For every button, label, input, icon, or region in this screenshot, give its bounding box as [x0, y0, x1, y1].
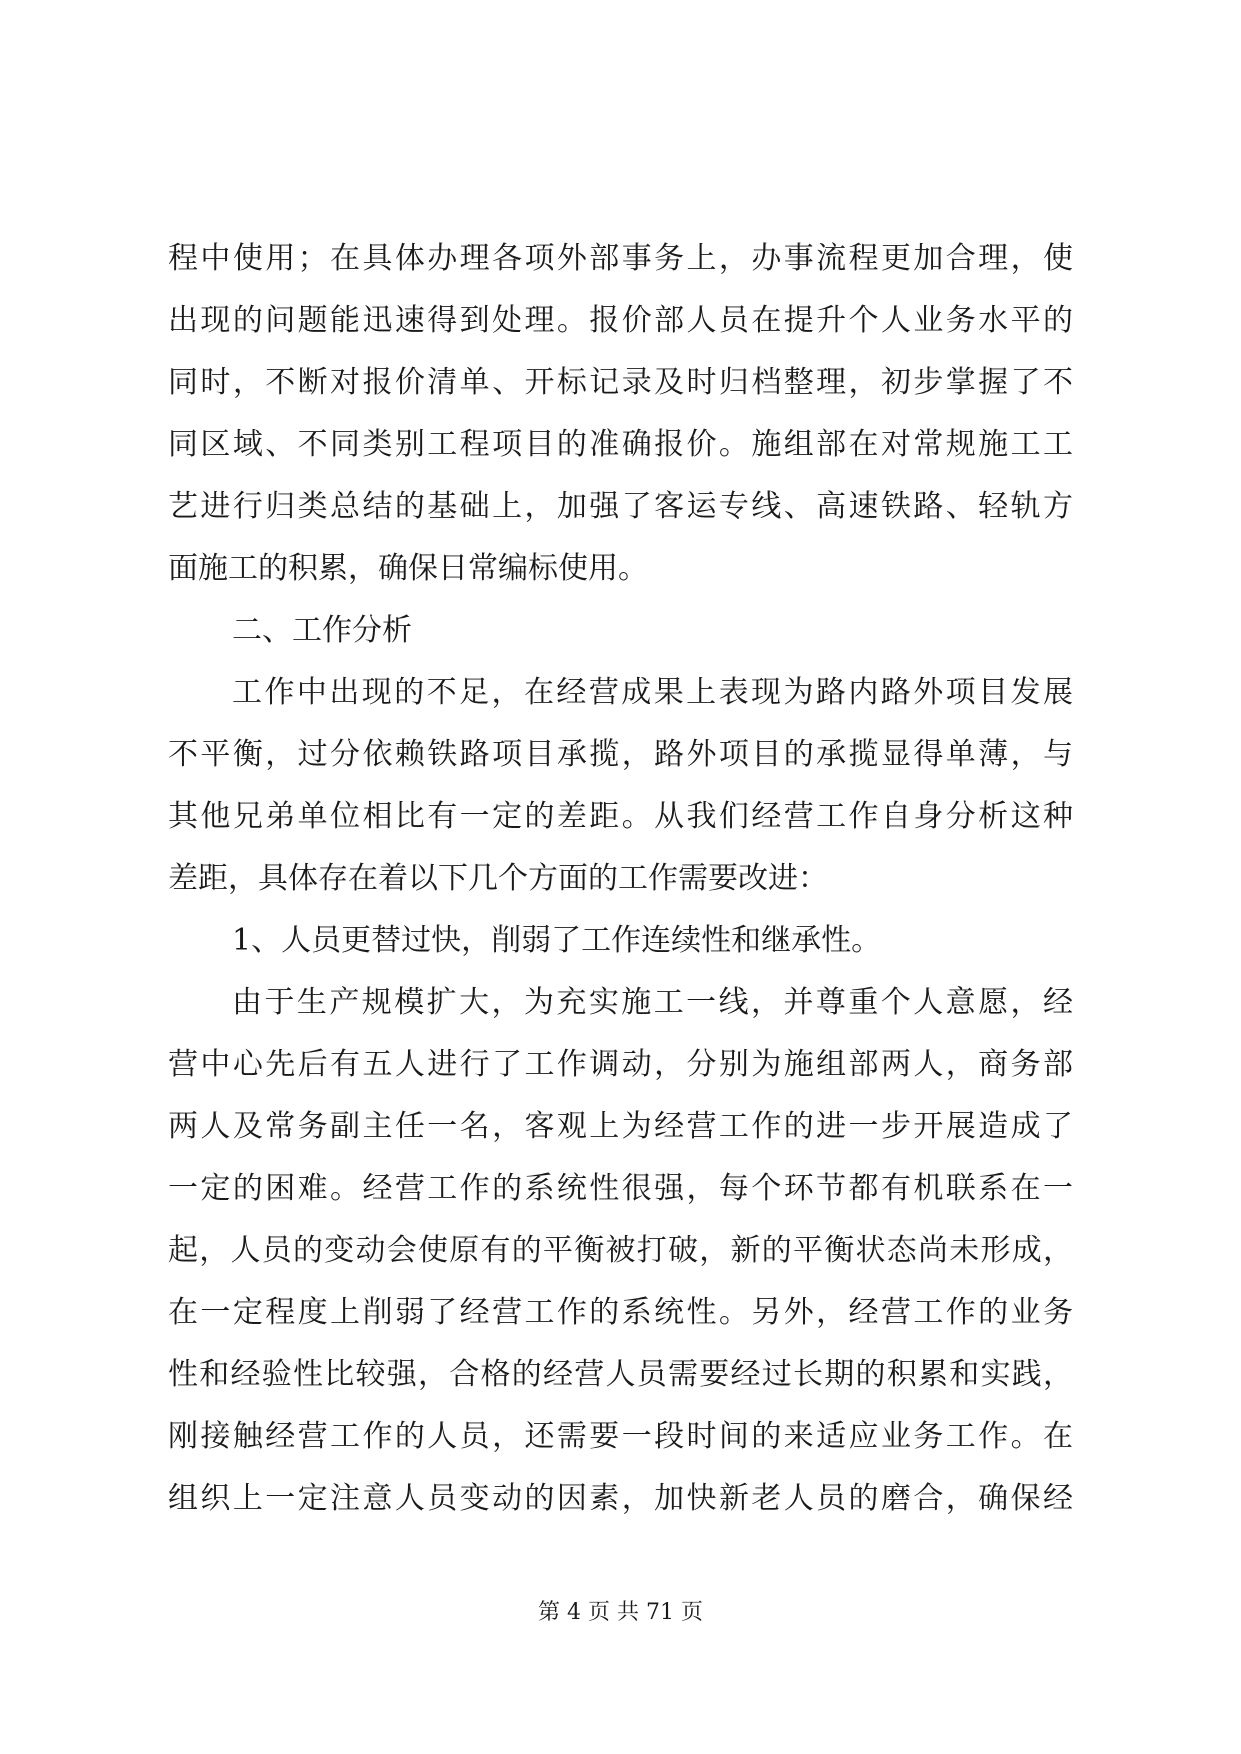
text-line-8: 工作中出现的不足，在经营成果上表现为路内路外项目发展: [232, 675, 1073, 710]
text-line-9: 不平衡，过分依赖铁路项目承揽，路外项目的承揽显得单薄，与: [168, 737, 1073, 772]
page-number-footer: 第 4 页 共 71 页: [538, 1600, 703, 1625]
text-line-10: 其他兄弟单位相比有一定的差距。从我们经营工作自身分析这种: [168, 799, 1073, 834]
text-line-5: 艺进行归类总结的基础上，加强了客运专线、高速铁路、轻轨方: [168, 489, 1073, 524]
text-line-19: 性和经验性比较强，合格的经营人员需要经过长期的积累和实践，: [168, 1357, 1073, 1392]
text-line-15: 两人及常务副主任一名，客观上为经营工作的进一步开展造成了: [168, 1109, 1073, 1144]
subsection-heading: 1、人员更替过快，削弱了工作连续性和继承性。: [232, 923, 882, 958]
text-line-6: 面施工的积累，确保日常编标使用。: [168, 551, 648, 586]
text-line-4: 同区域、不同类别工程项目的准确报价。施组部在对常规施工工: [168, 427, 1073, 462]
text-line-1: 程中使用；在具体办理各项外部事务上，办事流程更加合理，使: [168, 241, 1073, 276]
text-line-2: 出现的问题能迅速得到处理。报价部人员在提升个人业务水平的: [168, 303, 1073, 338]
text-line-14: 营中心先后有五人进行了工作调动，分别为施组部两人，商务部: [168, 1047, 1073, 1082]
body-text: [168, 228, 1073, 1530]
text-line-3: 同时，不断对报价清单、开标记录及时归档整理，初步掌握了不: [168, 365, 1073, 400]
text-line-16: 一定的困难。经营工作的系统性很强，每个环节都有机联系在一: [168, 1171, 1073, 1206]
text-line-20: 刚接触经营工作的人员，还需要一段时间的来适应业务工作。在: [168, 1419, 1073, 1454]
text-line-21: 组织上一定注意人员变动的因素，加快新老人员的磨合，确保经: [168, 1481, 1073, 1516]
text-line-18: 在一定程度上削弱了经营工作的系统性。另外，经营工作的业务: [168, 1295, 1073, 1330]
section-heading: 二、工作分析: [232, 613, 412, 648]
text-line-13: 由于生产规模扩大，为充实施工一线，并尊重个人意愿，经: [232, 985, 1073, 1020]
text-line-11: 差距，具体存在着以下几个方面的工作需要改进：: [168, 861, 828, 896]
text-line-17: 起，人员的变动会使原有的平衡被打破，新的平衡状态尚未形成，: [168, 1233, 1073, 1268]
